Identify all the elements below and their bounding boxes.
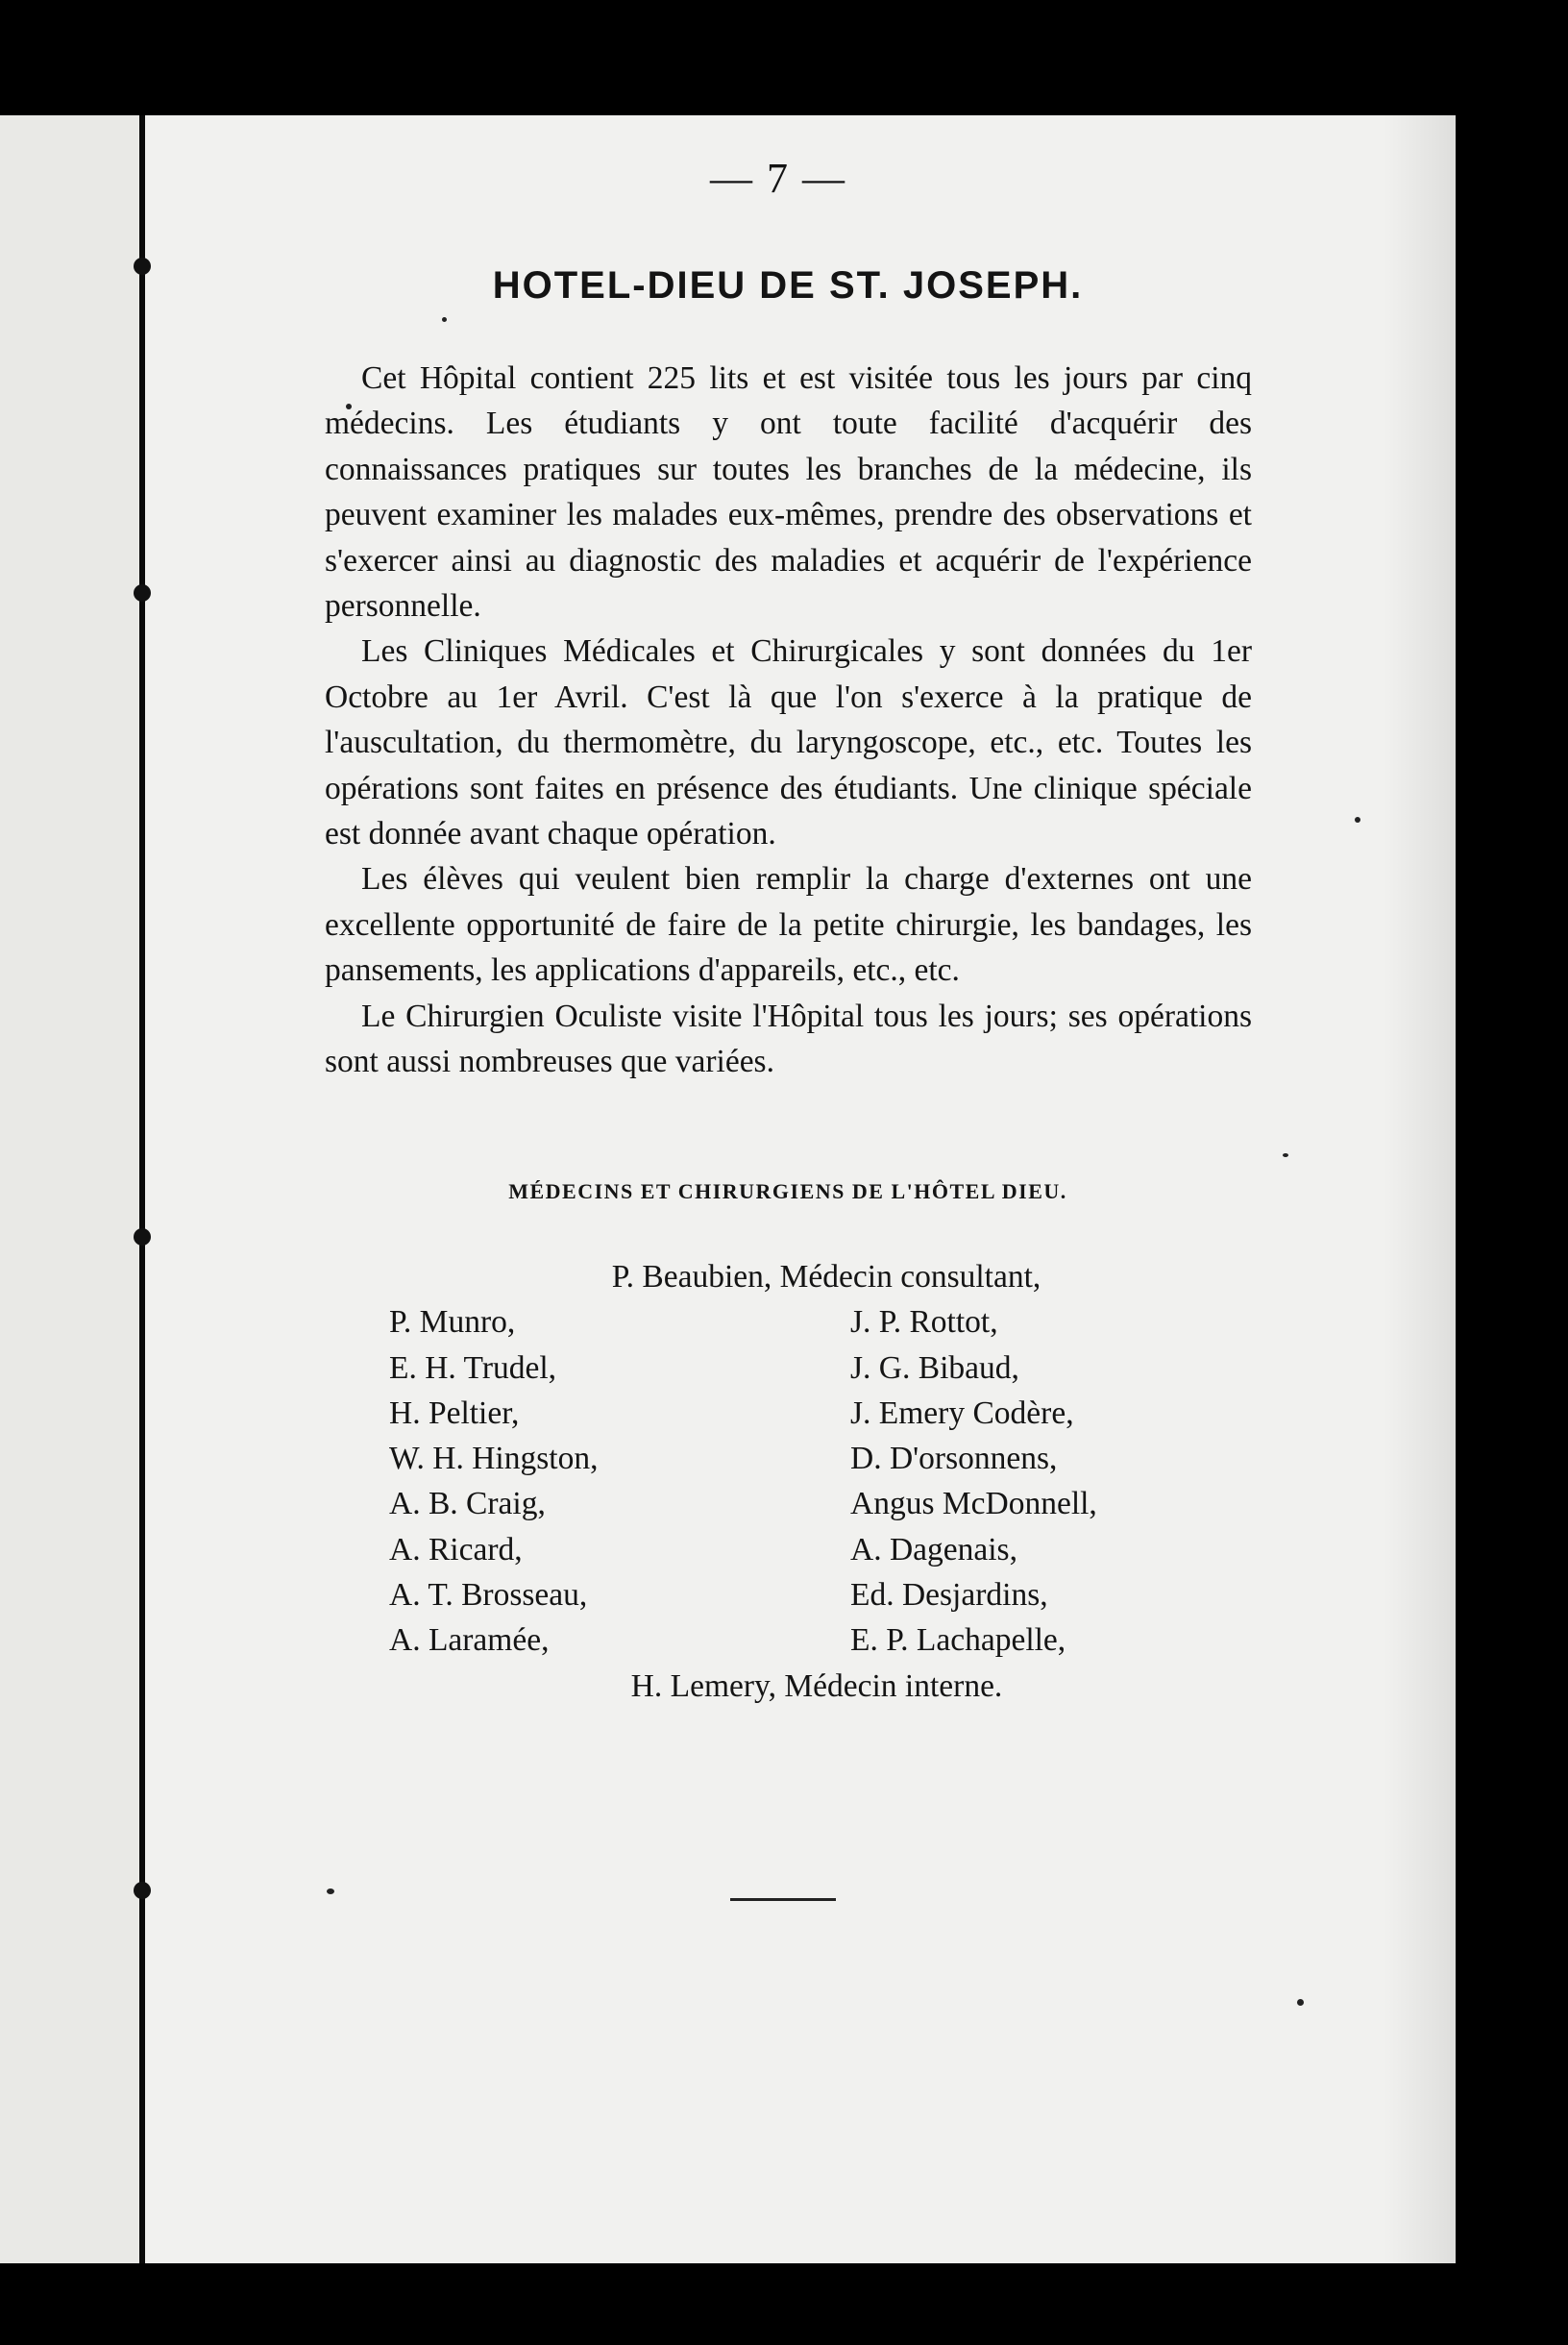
- binding-thread: [139, 115, 145, 2263]
- staff-name-right: D. D'orsonnens,: [850, 1441, 1058, 1477]
- page-number: — 7 —: [710, 155, 846, 202]
- binding-knot: [134, 258, 151, 275]
- paper-speck: [1297, 1999, 1304, 2006]
- staff-name-right: A. Dagenais,: [850, 1531, 1017, 1567]
- binding-knot: [134, 1882, 151, 1899]
- staff-name-right: J. P. Rottot,: [850, 1304, 998, 1341]
- staff-row: [384, 1436, 1230, 1481]
- staff-name-left: E. H. Trudel,: [389, 1349, 557, 1386]
- staff-name-left: P. Munro,: [389, 1304, 516, 1341]
- binding-knot: [134, 584, 151, 602]
- page-edge-shadow: [1384, 115, 1456, 2263]
- consultant-line: P. Beaubien, Médecin consultant,: [611, 1259, 1041, 1295]
- staff-name-right: J. G. Bibaud,: [850, 1349, 1019, 1386]
- staff-row: [384, 1345, 1230, 1391]
- staff-heading: MÉDECINS ET CHIRURGIENS DE L'HÔTEL DIEU.: [508, 1179, 1067, 1203]
- intern-line: H. Lemery, Médecin interne.: [630, 1667, 1003, 1704]
- paper-speck: [442, 317, 447, 322]
- paper-speck: [327, 1888, 334, 1894]
- page-margin-strip: [0, 115, 145, 2263]
- staff-row: [384, 1527, 1230, 1572]
- staff-row: [384, 1299, 1230, 1345]
- staff-name-left: W. H. Hingston,: [389, 1441, 599, 1477]
- staff-name-right: Angus McDonnell,: [850, 1486, 1097, 1522]
- staff-name-left: A. B. Craig,: [389, 1486, 546, 1522]
- staff-row: [384, 1617, 1230, 1663]
- staff-name-right: E. P. Lachapelle,: [850, 1622, 1066, 1659]
- staff-row: [384, 1572, 1230, 1617]
- staff-name-right: Ed. Desjardins,: [850, 1577, 1048, 1614]
- paragraph: Cet Hôpital contient 225 lits et est visitée tous les jours par cinq médecins. Les étudiants y ont toute facilité d'acquérir des connaissances pratiques sur toutes les branches de la médecine, ils peuvent examiner les malades eux-mêmes, prendre des observations et s'exercer ainsi au diagnostic des maladies et acquérir de l'expérience personnelle.: [325, 360, 1252, 625]
- closing-rule: [730, 1898, 836, 1901]
- body-text: [325, 356, 1252, 1085]
- staff-row: [384, 1391, 1230, 1436]
- staff-name-left: H. Peltier,: [389, 1395, 520, 1431]
- paper-speck: [1355, 817, 1360, 823]
- paragraph: Les Cliniques Médicales et Chirurgicales y sont données du 1er Octobre au 1er Avril. C'est là que l'on s'exerce à la pratique de l'auscultation, du thermomètre, du laryngoscope, etc., etc. Toutes les opérations sont faites en présence des étudiants. Une clinique spéciale est donnée avant chaque opération.: [325, 633, 1252, 852]
- staff-roster: [384, 1254, 1230, 1709]
- staff-name-right: J. Emery Codère,: [850, 1395, 1074, 1431]
- binding-knot: [134, 1228, 151, 1246]
- staff-name-left: A. Laramée,: [389, 1622, 550, 1659]
- paragraph: Le Chirurgien Oculiste visite l'Hôpital tous les jours; ses opérations sont aussi nombreuses que variées.: [325, 998, 1252, 1080]
- paper-speck: [1283, 1153, 1288, 1157]
- staff-row: [384, 1481, 1230, 1526]
- paragraph: Les élèves qui veulent bien remplir la charge d'externes ont une excellente opportunité de faire de la petite chirurgie, les bandages, les pansements, les applications d'appareils, etc., etc.: [325, 861, 1252, 989]
- staff-name-left: A. T. Brosseau,: [389, 1577, 588, 1614]
- staff-name-left: A. Ricard,: [389, 1531, 523, 1567]
- page-title: HOTEL-DIEU DE ST. JOSEPH.: [492, 264, 1084, 307]
